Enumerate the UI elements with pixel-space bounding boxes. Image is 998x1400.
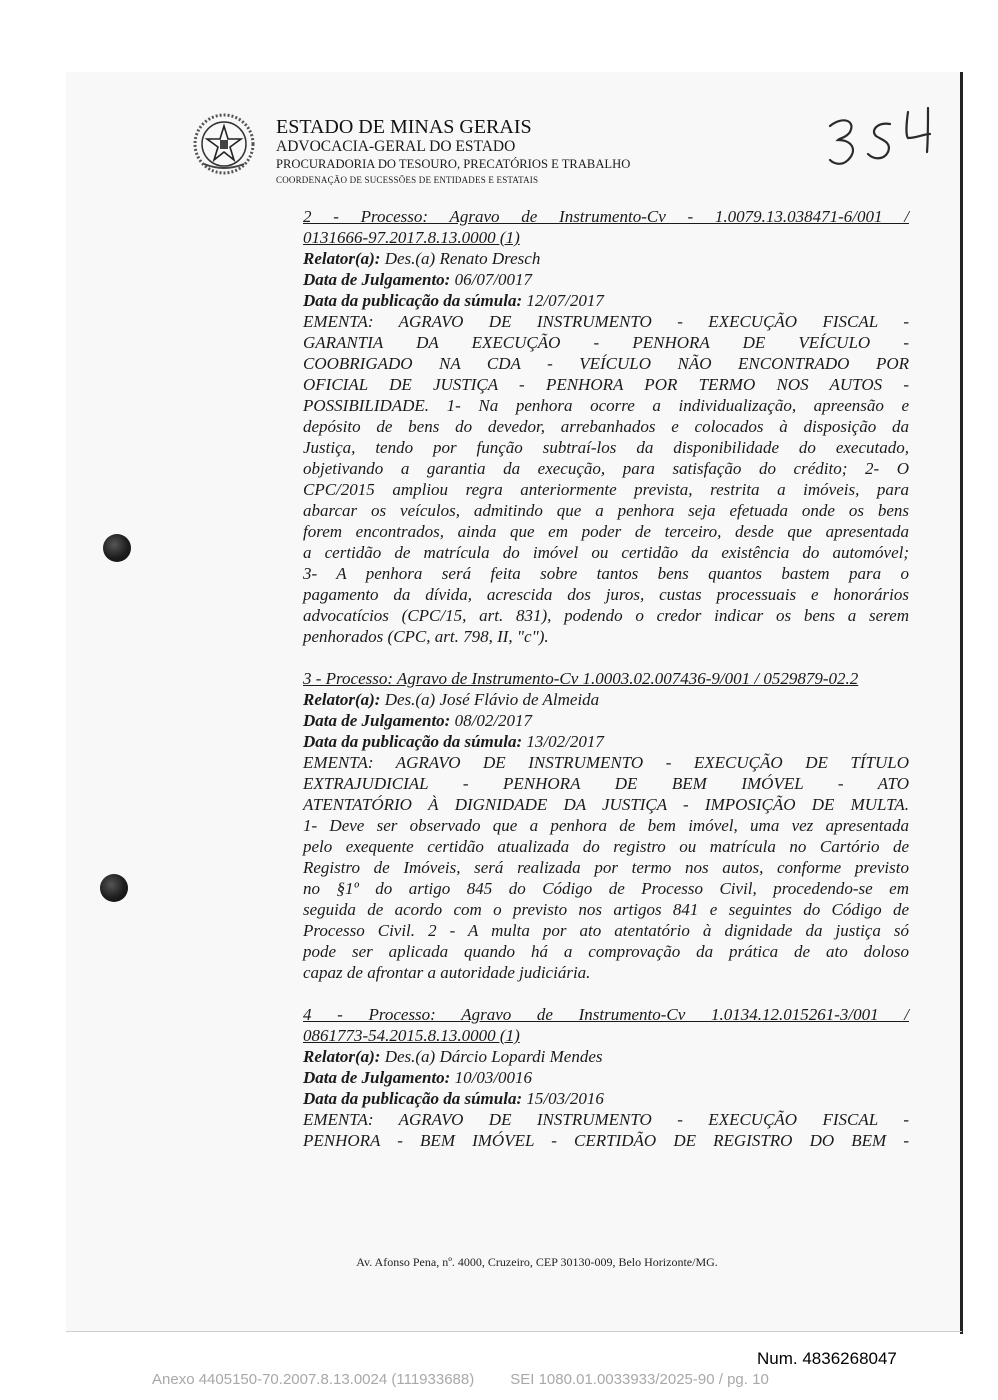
page-bottom-edge: [66, 1331, 962, 1332]
ementa-line: 3- A penhora será feita sobre tantos bens quantos bastem para o: [303, 564, 909, 583]
ementa-line: Processo Civil. 2 - A multa por ato atentatório à dignidade da justiça só: [303, 921, 909, 940]
agency-name: ADVOCACIA-GERAL DO ESTADO: [276, 138, 516, 155]
publication-label: Data da publicação da súmula:: [303, 1089, 523, 1108]
ementa-line: depósito de bens do devedor, arrebanhados e colocados à disposição da: [303, 417, 909, 436]
ementa-line: EMENTA: AGRAVO DE INSTRUMENTO - EXECUÇÃO DE TÍTULO: [303, 753, 909, 772]
judgment-row: [303, 1067, 909, 1088]
publication-row: [303, 1088, 909, 1109]
process-line: 4 - Processo: Agravo de Instrumento-Cv 1.0134.12.015261-3/001 /: [303, 1005, 909, 1024]
ementa-line: abarcar os veículos, admitindo que a penhora seja efetuada onde os bens: [303, 501, 909, 520]
ementa-line: pode ser aplicada quando há a comprovação da prática de ato doloso: [303, 942, 909, 961]
entry-4: [303, 1004, 909, 1151]
judgment-date: 10/03/0016: [454, 1068, 533, 1087]
judgment-label: Data de Julgamento:: [303, 711, 451, 730]
publication-label: Data da publicação da súmula:: [303, 291, 523, 310]
punch-hole-top: [103, 534, 131, 562]
punch-hole-bottom: [100, 874, 128, 902]
ementa-line: EXTRAJUDICIAL - PENHORA DE BEM IMÓVEL - ATO: [303, 774, 909, 793]
ementa-line: PENHORA - BEM IMÓVEL - CERTIDÃO DE REGISTRO DO BEM -: [303, 1131, 909, 1150]
sei-reference: SEI 1080.01.0033933/2025-90 / pg. 10: [510, 1371, 769, 1388]
relator-name: Des.(a) José Flávio de Almeida: [384, 690, 600, 709]
publication-date: 12/07/2017: [526, 291, 604, 310]
document-body: [303, 206, 909, 1151]
judgment-row: [303, 269, 909, 290]
judgment-date: 08/02/2017: [454, 711, 533, 730]
page-edge-shadow: [960, 72, 963, 1334]
judgment-label: Data de Julgamento:: [303, 1068, 451, 1087]
relator-label: Relator(a):: [303, 1047, 381, 1066]
judgment-date: 06/07/0017: [454, 270, 533, 289]
ementa-line: objetivando a garantia da execução, para satisfação do crédito; 2- O: [303, 459, 909, 478]
attachment-stamp: [152, 1371, 769, 1388]
ementa-line: GARANTIA DA EXECUÇÃO - PENHORA DE VEÍCULO -: [303, 333, 909, 352]
office-name: PROCURADORIA DO TESOURO, PRECATÓRIOS E TRABALHO: [276, 157, 631, 171]
relator-name: Des.(a) Renato Dresch: [384, 249, 541, 268]
anexo-reference: Anexo 4405150-70.2007.8.13.0024 (111933688): [152, 1371, 475, 1388]
judgment-label: Data de Julgamento:: [303, 270, 451, 289]
process-line: 3 - Processo: Agravo de Instrumento-Cv 1.0003.02.007436-9/001 / 0529879-02.2: [303, 669, 859, 688]
ementa-line: Justiça, tendo por função subtraí-los da disponibilidade do executado,: [303, 438, 909, 457]
ementa-line: EMENTA: AGRAVO DE INSTRUMENTO - EXECUÇÃO FISCAL -: [303, 1110, 909, 1129]
relator-row: [303, 1046, 909, 1067]
publication-row: [303, 731, 909, 752]
relator-name: Des.(a) Dárcio Lopardi Mendes: [384, 1047, 603, 1066]
ementa-line: capaz de afrontar a autoridade judiciária.: [303, 963, 591, 982]
ementa-line: COOBRIGADO NA CDA - VEÍCULO NÃO ENCONTRADO POR: [303, 354, 909, 373]
coordination-name: COORDENAÇÃO DE SUCESSÕES DE ENTIDADES E ESTATAIS: [276, 175, 539, 185]
ementa-line: pagamento da dívida, acrescida dos juros, custas processuais e honorários: [303, 585, 909, 604]
judgment-row: [303, 710, 909, 731]
ementa-line: Registro de Imóveis, será realizada por termo nos autos, conforme previsto: [303, 858, 909, 877]
letterhead-footer: [0, 1255, 998, 1270]
ementa-line: POSSIBILIDADE. 1- Na penhora ocorre a individualização, apreensão e: [303, 396, 909, 415]
handwritten-page-number: [812, 104, 936, 174]
document-number-stamp: Num. 4836268047: [757, 1349, 897, 1368]
relator-row: [303, 689, 909, 710]
ementa-line: OFICIAL DE JUSTIÇA - PENHORA POR TERMO NOS AUTOS -: [303, 375, 909, 394]
ementa-line: forem encontrados, ainda que em poder de terceiro, desde que apresentada: [303, 522, 909, 541]
ementa-line: EMENTA: AGRAVO DE INSTRUMENTO - EXECUÇÃO FISCAL -: [303, 312, 909, 331]
ementa-line: 1- Deve ser observado que a penhora de bem imóvel, uma vez apresentada: [303, 816, 909, 835]
relator-label: Relator(a):: [303, 690, 381, 709]
ementa-line: a certidão de matrícula do imóvel ou certidão da existência do automóvel;: [303, 543, 909, 562]
ementa-line: no §1º do artigo 845 do Código de Processo Civil, procedendo-se em: [303, 879, 909, 898]
process-line: 2 - Processo: Agravo de Instrumento-Cv - 1.0079.13.038471-6/001 /: [303, 207, 909, 226]
relator-row: [303, 248, 909, 269]
publication-date: 13/02/2017: [526, 732, 604, 751]
ementa-line: CPC/2015 ampliou regra anteriormente prevista, restrita a imóveis, para: [303, 480, 909, 499]
ementa-line: ATENTATÓRIO À DIGNIDADE DA JUSTIÇA - IMPOSIÇÃO DE MULTA.: [303, 795, 909, 814]
letterhead: [276, 116, 630, 187]
publication-label: Data da publicação da súmula:: [303, 732, 523, 751]
ementa-line: seguida de acordo com o previsto nos artigos 841 e seguintes do Código de: [303, 900, 909, 919]
process-line-continued: 0131666-97.2017.8.13.0000 (1): [303, 228, 520, 247]
relator-label: Relator(a):: [303, 249, 381, 268]
process-line-continued: 0861773-54.2015.8.13.0000 (1): [303, 1026, 520, 1045]
ementa-line: pelo exequente certidão atualizada do registro ou matrícula no Cartório de: [303, 837, 909, 856]
entry-2: [303, 206, 909, 647]
office-address: Av. Afonso Pena, nº. 4000, Cruzeiro, CEP 30130-009, Belo Horizonte/MG.: [356, 1255, 718, 1269]
ementa-line: penhorados (CPC, art. 798, II, "c").: [303, 627, 549, 646]
publication-row: [303, 290, 909, 311]
publication-date: 15/03/2016: [526, 1089, 604, 1108]
state-name: ESTADO DE MINAS GERAIS: [276, 116, 532, 138]
entry-3: [303, 668, 909, 983]
state-coat-of-arms-icon: [192, 112, 256, 176]
ementa-line: advocatícios (CPC/15, art. 831), podendo o credor indicar os bens a serem: [303, 606, 909, 625]
